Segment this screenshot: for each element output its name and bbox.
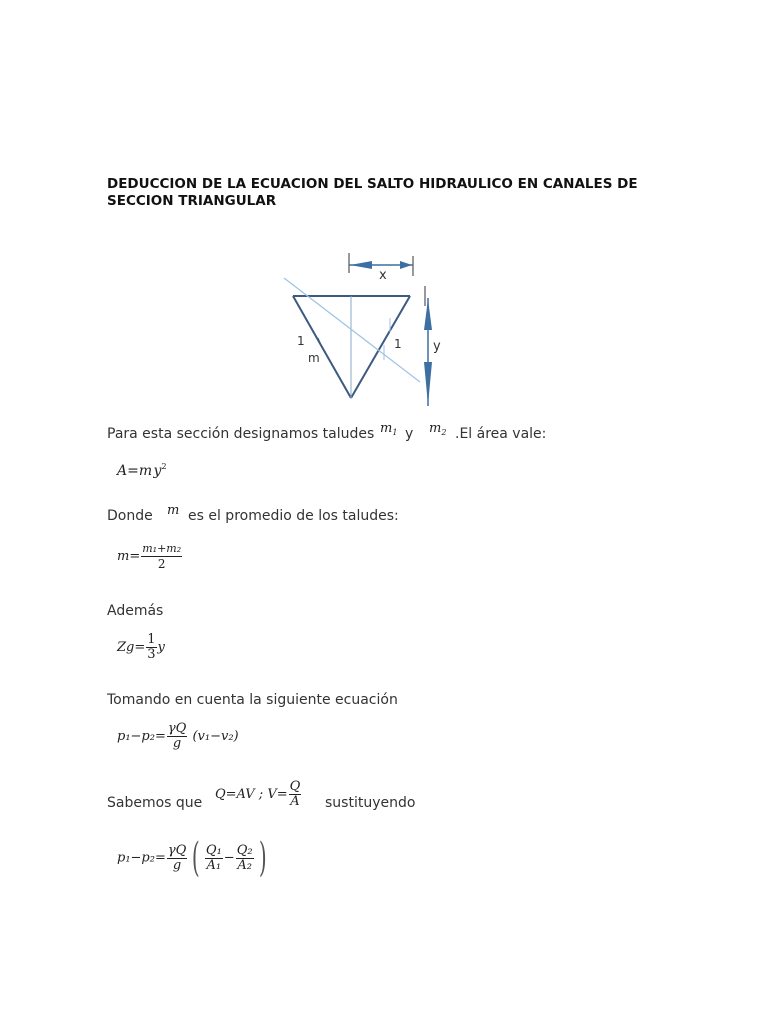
zg-lhs: Zg <box>117 640 135 655</box>
q1-a1-fraction <box>205 844 223 873</box>
sabemos-text: Sabemos que <box>107 795 203 811</box>
final-gq-fraction <box>167 844 187 873</box>
triangular-channel-diagram <box>275 248 445 410</box>
y-label: y <box>433 339 441 354</box>
title-line-2: SECCION TRIANGULAR <box>107 193 277 209</box>
q2-a2-fraction <box>236 844 254 873</box>
q1-numerator: Q₁ <box>205 842 222 858</box>
a2-denominator: A₂ <box>237 857 252 873</box>
momentum-equation <box>117 722 239 751</box>
document-title <box>107 176 638 210</box>
para-taludes <box>107 426 374 442</box>
left-slope-one: 1 <box>297 334 305 348</box>
zg-fraction <box>146 633 156 662</box>
m-numerator: m₁+m₂ <box>142 542 182 555</box>
title-line-1: DEDUCCION DE LA ECUACION DEL SALTO HIDRAULICO EN CANALES DE <box>107 176 638 192</box>
area-m: m <box>138 463 153 479</box>
y-arrow-down <box>424 362 432 405</box>
q2-numerator: Q₂ <box>236 842 253 858</box>
a1-denominator: A₁ <box>206 857 222 873</box>
x-arrow-right <box>400 261 412 269</box>
right-paren: ) <box>258 835 267 881</box>
p-eq: = <box>154 729 166 744</box>
m-equation <box>117 542 183 571</box>
and-word: y <box>405 426 414 442</box>
zg-equation <box>117 633 165 662</box>
a-denominator: A <box>290 794 300 809</box>
area-equation <box>117 462 167 479</box>
m-eq: = <box>129 549 141 564</box>
final-g-denominator: g <box>172 857 182 873</box>
final-minus: − <box>223 850 235 866</box>
m-symbol: m <box>167 503 180 518</box>
zg-y: y <box>157 640 165 655</box>
q-av-left: Q=AV ; V= <box>215 787 288 802</box>
left-paren: ( <box>192 835 201 881</box>
q-numerator: Q <box>289 779 301 794</box>
q-over-a-fraction <box>289 780 302 809</box>
tomando-text: Tomando en cuenta la siguiente ecuación <box>107 692 398 708</box>
m2-symbol <box>429 421 446 437</box>
p-lhs: p₁−p₂ <box>117 729 155 744</box>
slope-guide-line <box>284 278 420 382</box>
donde-word: Donde <box>107 508 153 524</box>
final-eq: = <box>154 850 166 866</box>
zg-eq: = <box>134 640 146 655</box>
ademas-text: Además <box>107 603 164 619</box>
m2-sub: 2 <box>441 428 447 437</box>
right-slope-one: 1 <box>394 337 402 351</box>
final-lhs: p₁−p₂ <box>117 850 155 866</box>
left-slope-m: m <box>308 351 320 365</box>
p-numerator: γQ <box>167 721 187 736</box>
area-lhs: A <box>117 463 128 479</box>
q-av-equation <box>215 780 302 809</box>
m1-base: m <box>380 421 393 436</box>
m-fraction <box>141 542 182 571</box>
m2-base: m <box>429 421 442 436</box>
sustituyendo-text: sustituyendo <box>325 795 416 811</box>
m1-sub: 1 <box>392 428 398 437</box>
promedio-text: es el promedio de los taludes: <box>188 508 399 524</box>
m-lhs: m <box>117 549 130 564</box>
p-denominator: g <box>172 736 182 751</box>
m-denominator: 2 <box>157 557 166 571</box>
x-label: x <box>379 268 387 283</box>
final-equation <box>117 835 270 881</box>
p-fraction <box>167 722 187 751</box>
zg-denominator: 3 <box>147 647 156 662</box>
zg-numerator: 1 <box>147 632 156 647</box>
area-y: y <box>153 463 162 479</box>
para-taludes-text: Para esta sección designamos taludes <box>107 426 375 442</box>
area-exp: 2 <box>161 462 167 471</box>
m1-symbol <box>380 421 397 437</box>
velocity-difference: (v₁−v₂) <box>192 729 239 744</box>
x-arrow-left <box>350 261 372 269</box>
area-lead: .El área vale: <box>455 426 547 442</box>
area-eq: = <box>127 463 139 479</box>
final-gq-numerator: γQ <box>167 842 187 858</box>
